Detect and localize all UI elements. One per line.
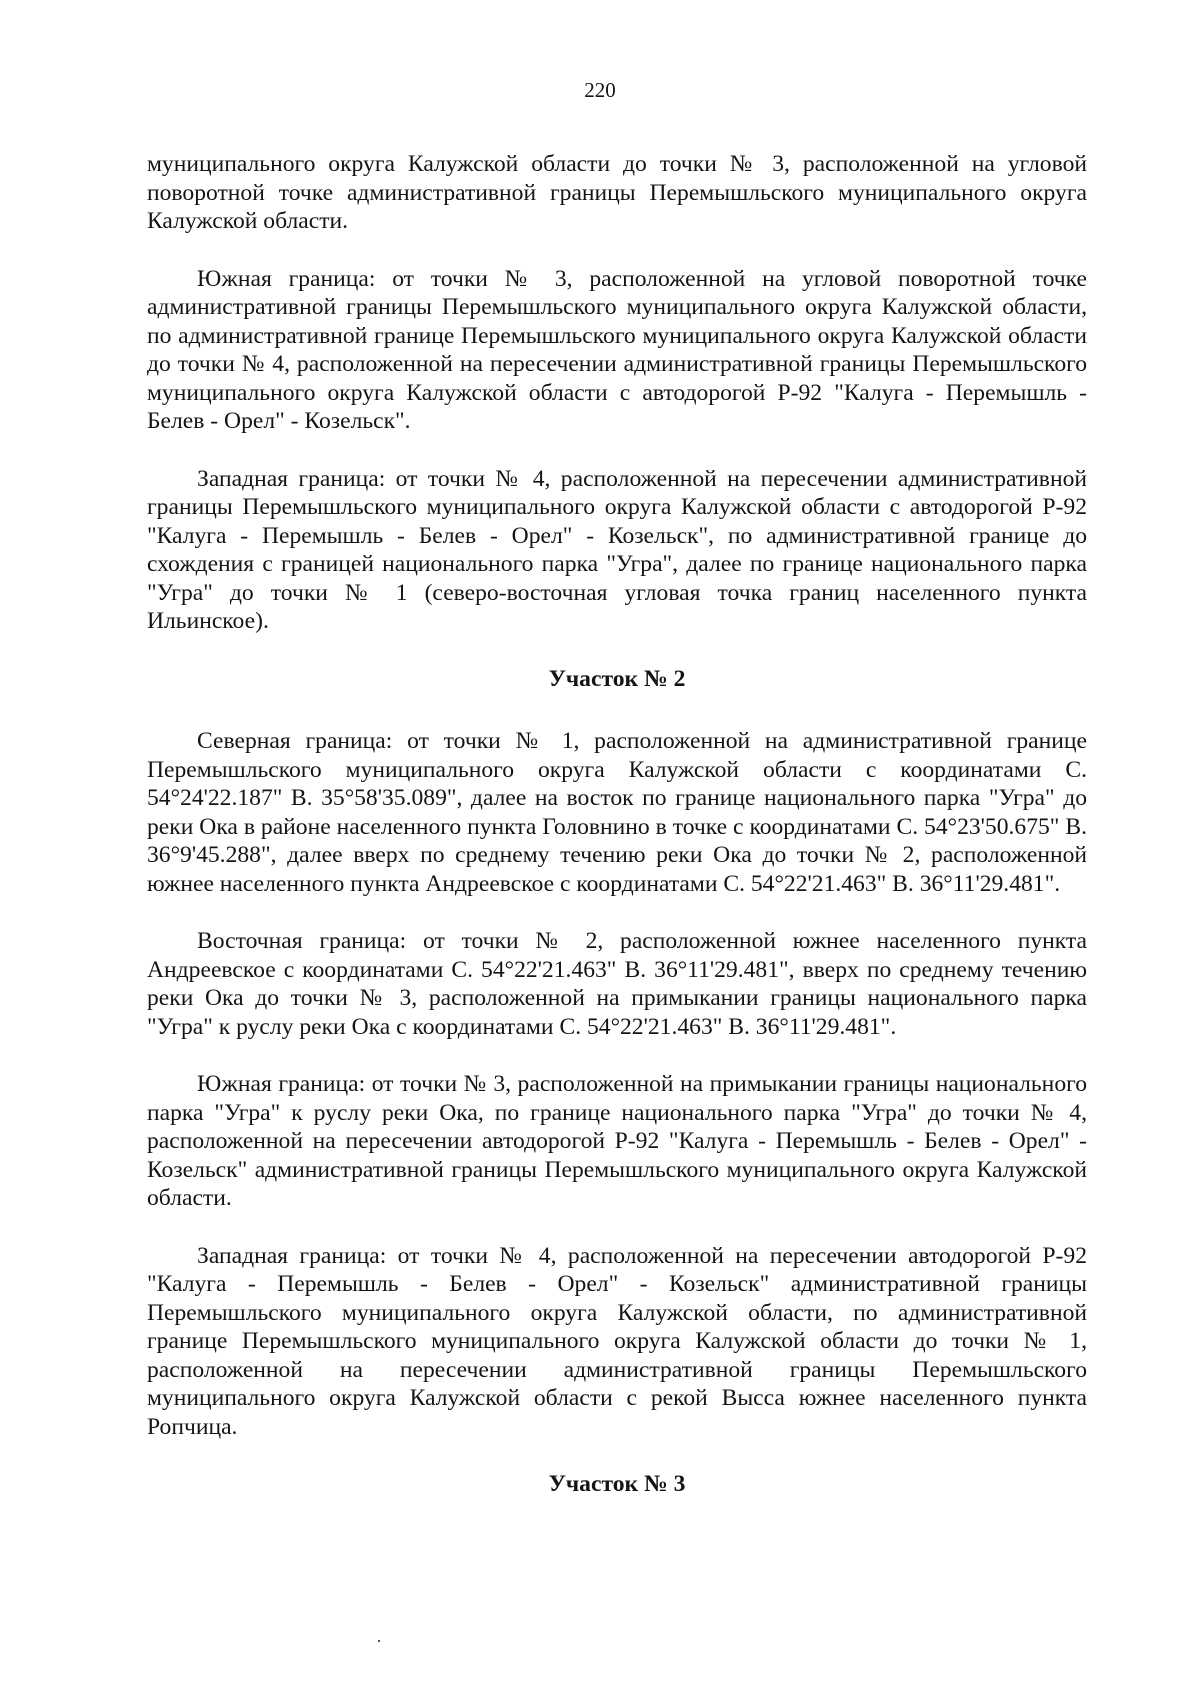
paragraph-south-boundary-2: Южная граница: от точки № 3, расположенной на примыкании границы национального парка "Угра" к руслу реки Ока, по границе национального парка "Угра" до точки № 4, расположенной на пересечении автодорогой Р-92 "Калуга - Перемышль - Белев - Орел" - Козельск" административной границы Перемышльского муниципального округа Калужской области. bbox=[147, 1071, 1087, 1211]
section-heading-3: Участок № 3 bbox=[548, 1471, 686, 1497]
paragraph-north-boundary-2: Северная граница: от точки № 1, расположенной на административной границе Перемышльского муниципального округа Калужской области с координатами С. 54°24'22.187" В. 35°58'35.089", далее на восток по границе национального парка "Угра" до реки Ока в районе населенного пункта Головнино в точке с координатами С. 54°23'50.675" В. 36°9'45.288", далее вверх по среднему течению реки Ока до точки № 2, расположенной южнее населенного пункта Андреевское с координатами С. 54°22'21.463" В. 36°11'29.481". bbox=[147, 728, 1087, 897]
paragraph-continuation: муниципального округа Калужской области до точки № 3, расположенной на угловой поворотной точке административной границы Перемышльского муниципального округа Калужской области. bbox=[147, 151, 1087, 234]
document-body bbox=[147, 150, 1087, 1533]
page-number: 220 bbox=[584, 78, 616, 102]
paragraph-west-boundary-1: Западная граница: от точки № 4, расположенной на пересечении административной границы Перемышльского муниципального округа Калужской области с автодорогой Р-92 "Калуга - Перемышль - Белев - Орел" - Козельск", по административной границе до схождения с границей национального парка "Угра", далее по границе национального парка "Угра" до точки № 1 (северо-восточная угловая точка границ населенного пункта Ильинское). bbox=[147, 465, 1087, 634]
paragraph-east-boundary-2: Восточная граница: от точки № 2, расположенной южнее населенного пункта Андреевское с координатами С. 54°22'21.463" В. 36°11'29.481", вверх по среднему течению реки Ока до точки № 3, расположенной на примыкании границы национального парка "Угра" к руслу реки Ока с координатами С. 54°22'21.463" В. 36°11'29.481". bbox=[147, 928, 1087, 1040]
section-heading-2: Участок № 2 bbox=[548, 665, 686, 692]
paragraph-west-boundary-2: Западная граница: от точки № 4, расположенной на пересечении автодорогой Р-92 "Калуга - Перемышль - Белев - Орел" - Козельск" административной границы Перемышльского муниципального округа Калужской области, по административной границе Перемышльского муниципального округа Калужской области до точки № 1, расположенной на пересечении административной границы Перемышльского муниципального округа Калужской области с рекой Высса южнее населенного пункта Ропчица. bbox=[147, 1242, 1087, 1440]
paragraph-south-boundary-1: Южная граница: от точки № 3, расположенной на угловой поворотной точке административной границы Перемышльского муниципального округа Калужской области, по административной границе Перемышльского муниципального округа Калужской области до точки № 4, расположенной на пересечении административной границы Перемышльского муниципального округа Калужской области с автодорогой Р-92 "Калуга - Перемышль - Белев - Орел" - Козельск". bbox=[147, 265, 1087, 434]
scan-speck bbox=[378, 1640, 380, 1642]
